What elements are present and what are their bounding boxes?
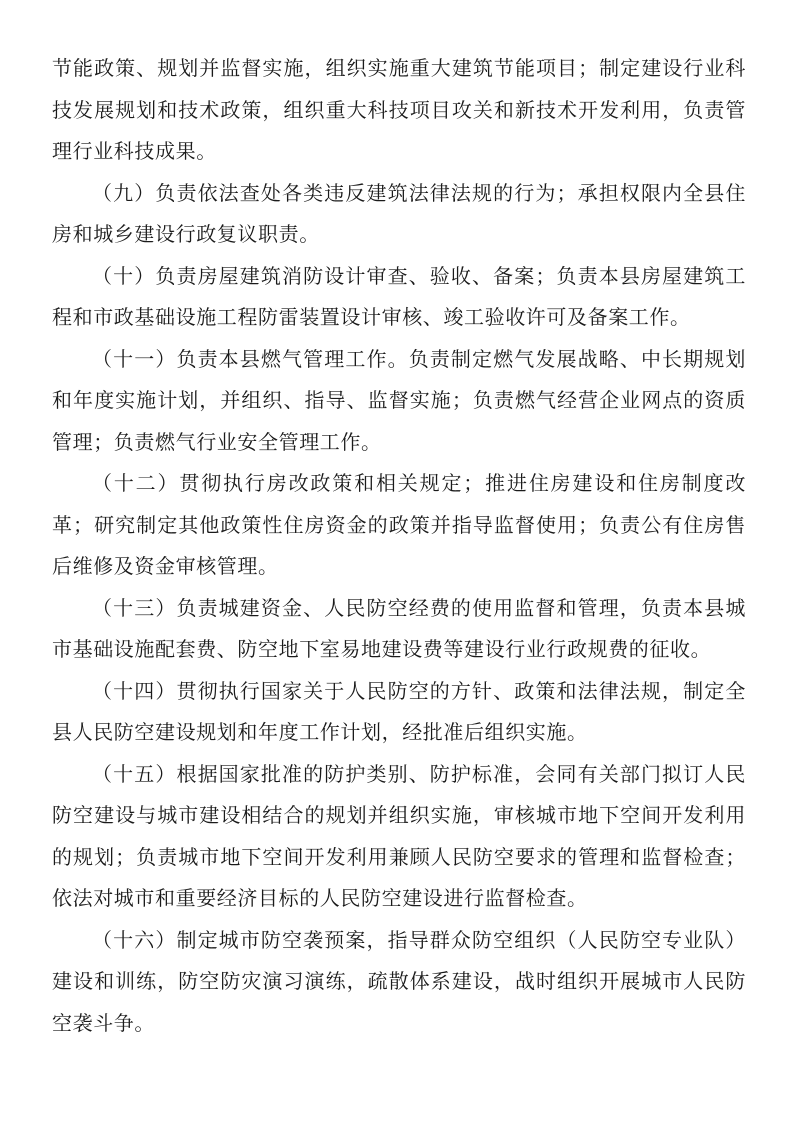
paragraph-item-9: （九）负责依法查处各类违反建筑法律法规的行为；承担权限内全县住房和城乡建设行政复议职责。 — [52, 180, 746, 246]
paragraph-item-16: （十六）制定城市防空袭预案，指导群众防空组织（人民防空专业队）建设和训练，防空防灾演习演练，疏散体系建设，战时组织开展城市人民防空袭斗争。 — [52, 927, 746, 1035]
paragraph-item-12: （十二）贯彻执行房改政策和相关规定；推进住房建设和住房制度改革；研究制定其他政策性住房资金的政策并指导监督使用；负责公有住房售后维修及资金审核管理。 — [52, 471, 746, 578]
document-body — [52, 48, 746, 1044]
paragraph-item-15: （十五）根据国家批准的防护类别、防护标准，会同有关部门拟订人民防空建设与城市建设相结合的规划并组织实施，审核城市地下空间开发利用的规划；负责城市地下空间开发利用兼顾人民防空要求的管理和监督检查；依法对城市和重要经济目标的人民防空建设进行监督检查。 — [52, 761, 746, 910]
paragraph-item-11: （十一）负责本县燃气管理工作。负责制定燃气发展战略、中长期规划和年度实施计划，并组织、指导、监督实施；负责燃气经营企业网点的资质管理；负责燃气行业安全管理工作。 — [52, 346, 746, 454]
paragraph-item-10: （十）负责房屋建筑消防设计审查、验收、备案；负责本县房屋建筑工程和市政基础设施工程防雷装置设计审核、竣工验收许可及备案工作。 — [52, 263, 746, 329]
paragraph-continuation: 节能政策、规划并监督实施，组织实施重大建筑节能项目；制定建设行业科技发展规划和技术政策，组织重大科技项目攻关和新技术开发利用，负责管理行业科技成果。 — [52, 56, 746, 163]
paragraph-item-13: （十三）负责城建资金、人民防空经费的使用监督和管理，负责本县城市基础设施配套费、防空地下室易地建设费等建设行业行政规费的征收。 — [52, 595, 746, 661]
paragraph-item-14: （十四）贯彻执行国家关于人民防空的方针、政策和法律法规，制定全县人民防空建设规划和年度工作计划，经批准后组织实施。 — [52, 678, 746, 744]
